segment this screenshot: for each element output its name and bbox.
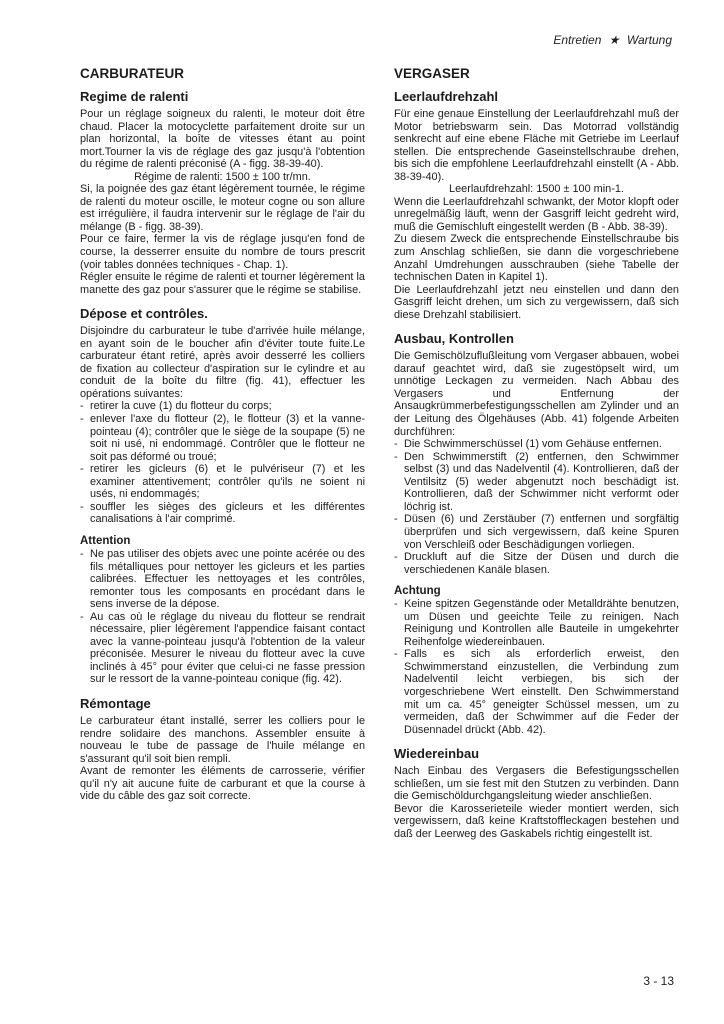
list-item: - Falls es sich als erforderlich erweist, den Schwimmerstand einzustellen, die Verbindung zum Nadelventil leicht verbiegen, bis sich der vorgeschriebene Wert einstellt. Den Schwimmerstand mit um ca. 45° geneigter Schüssel messen, um zu vermeiden, daß der Schwimmer auf die Feder der Düsennadel drückt (Abb. 42).: [394, 648, 679, 736]
french-removal-list: [80, 400, 365, 525]
french-idle-para-3: Si, la poignée des gaz étant légèrement tournée, le régime de ralenti du moteur oscille, le moteur cogne ou son allure est irrégulière, il faudra intervenir sur le réglage de l'air du mélange (B - figg. 38-39).: [80, 183, 365, 233]
list-item: - Keine spitzen Gegenstände oder Metalldrähte benutzen, um Düsen und geeichte Teile zu reinigen. Nach Reinigung und Kontrollen alle Bauteile in umgekehrter Reihenfolge wiedereinbauen.: [394, 598, 679, 648]
german-removal-heading: Ausbau, Kontrollen: [394, 331, 514, 347]
page-number: 3 - 13: [643, 974, 674, 988]
french-title: CARBURATEUR: [80, 66, 184, 81]
german-reassembly-para-2: Bevor die Karosserieteile wieder montiert werden, sich vergewissern, daß keine Kraftstoffleckagen bestehen und daß der Leerweg des Gaskabels richtig eingestellt ist.: [394, 802, 679, 840]
german-idle-spec: Leerlaufdrehzahl: 1500 ± 100 min-1.: [449, 183, 624, 196]
list-item: - retirer la cuve (1) du flotteur du corps;: [80, 400, 272, 413]
german-removal-list: [394, 438, 679, 576]
french-removal-para: Disjoindre du carburateur le tube d'arrivée huile mélange, en ayant soin de le boucher afin d'éviter toute fuite.Le carburateur étant retiré, après avoir desserré les colliers de fixation au collecteur d'aspiration sur le cylindre et au conduit de la boîte du filtre (fig. 41), effectuer les opérations suivantes:: [80, 325, 365, 400]
german-title: VERGASER: [394, 66, 470, 81]
french-attention-heading: Attention: [80, 534, 131, 547]
french-reassembly-para-2: Avant de remonter les éléments de carrosserie, vérifier qu'il n'y ait aucune fuite de carburant et que la course à vide du câble des gaz soit correcte.: [80, 765, 365, 803]
german-removal-para: Die Gemischölzuflußleitung vom Vergaser abbauen, wobei darauf geachtet wird, daß sie zugestöpselt wird, um unnötige Leckagen zu vermeiden. Nach Abbau des Vergasers und Entfernung der Ansaugkrümmerbefestigungsschellen am Zylinder und an der Leitung des Ölgehäuses (Abb. 41) folgende Arbeiten durchführen:: [394, 350, 679, 438]
french-idle-para-1: Pour un réglage soigneux du ralenti, le moteur doit être chaud. Placer la motocyclette parfaitement droite sur un plan horizontal, la boîte de vitesses étant au point mort.Tourner la vis de réglage des gaz jusqu'à l'obtention du régime de ralenti préconisé (A - figg. 38-39-40).: [80, 108, 365, 171]
list-item: - Druckluft auf die Sitze der Düsen und durch die verschiedenen Kanäle blasen.: [394, 551, 679, 576]
header-star: ★: [608, 33, 620, 47]
header-french: Entretien: [553, 33, 602, 47]
list-item: - Ne pas utiliser des objets avec une pointe acérée ou des fils métalliques pour nettoyer les gicleurs et les parties calibrées. Effectuer les nettoyages et les contrôles, remonter tous les composants en procédant dans le sens inverse de la dépose.: [80, 547, 365, 611]
list-item: - Au cas où le réglage du niveau du flotteur se rendrait nécessaire, plier légèrement l'appendice faisant contact avec la vanne-pointeau jusqu'à l'obtention de la valeur préconisée. Mesurer le niveau du flotteur avec la cuve inclinés à 45° pour éviter que celui-ci ne fasse pression sur le ressort de la vanne-pointeau conique (fig. 42).: [80, 610, 365, 686]
list-item: - Den Schwimmerstift (2) entfernen, den Schwimmer selbst (3) und das Nadelventil (4). Kontrollieren, daß der Ventilsitz (5) weder abgenutzt noch beschädigt ist. Kontrollieren, daß der Schwimmer nicht verformt oder löchrig ist.: [394, 450, 679, 513]
french-idle-spec: Régime de ralenti: 1500 ± 100 tr/mn.: [134, 170, 311, 183]
header-german: Wartung: [626, 33, 672, 47]
german-idle-para-4: Zu diesem Zweck die entsprechende Einstellschraube bis zum Anschlag schließen, sie dann die vorgeschriebene Anzahl Umdrehungen ausschrauben (siehe Tabelle der technischen Daten in Kapitel 1).: [394, 233, 679, 284]
french-attention-list: [80, 548, 365, 686]
german-reassembly-heading: Wiedereinbau: [394, 746, 480, 762]
german-idle-para-1: Für eine genaue Einstellung der Leerlaufdrehzahl muß der Motor betriebswarm sein. Das Motorrad vollständig senkrecht auf eine ebene Fläche mit Getriebe im Leerlauf stellen. Die entsprechende Gaseinstellschraube drehen, bis sich die empfohlene Leerlaufdrehzahl einstellt (A - Abb. 38-39-40).: [394, 108, 679, 183]
french-reassembly-para-1: Le carburateur étant installé, serrer les colliers pour le rendre solidaire des manchons. Assembler ensuite à nouveau le tube de passage de l'huile mélange en s'assurant qu'il soit bien rempli.: [80, 714, 365, 765]
german-idle-heading: Leerlaufdrehzahl: [394, 89, 499, 104]
french-column: [80, 66, 365, 803]
french-idle-heading: Regime de ralenti: [80, 89, 189, 104]
french-idle-para-5: Régler ensuite le régime de ralenti et tourner légèrement la manette des gaz pour s'assurer que le régime se stabilise.: [80, 271, 365, 296]
list-item: - enlever l'axe du flotteur (2), le flotteur (3) et la vanne-pointeau (4); contrôler que le siège de la soupape (5) ne soit ni usé, ni endommagé. Contrôler que le flotteur ne soit pas déformé ou troué;: [80, 413, 365, 463]
list-item: - Düsen (6) und Zerstäuber (7) entfernen und sorgfältig überprüfen und sich vergewissern, daß keine Spuren von Verschleiß oder Beschädigungen vorliegen.: [394, 513, 679, 551]
german-idle-para-3: Wenn die Leerlaufdrehzahl schwankt, der Motor klopft oder unregelmäßig läuft, wenn der Gasgriff leicht gedreht wird, muß die Gemischluft eingestellt werden (B - Abb. 38-39).: [394, 195, 679, 233]
french-reassembly-heading: Rémontage: [80, 695, 151, 711]
list-item: - souffler les sièges des gicleurs et les différentes canalisations à l'air comprimé.: [80, 500, 365, 526]
list-item: - retirer les gicleurs (6) et le pulvériseur (7) et les examiner attentivement; contrôler qu'ils ne soient ni usés, ni endommagés;: [80, 463, 365, 501]
german-idle-para-5: Die Leerlaufdrehzahl jetzt neu einstellen und dann den Gasgriff leicht drehen, um sich zu vergewissern, daß sich diese Drehzahl stabilisiert.: [394, 283, 679, 321]
running-header: [553, 33, 672, 47]
german-attention-heading: Achtung: [394, 585, 441, 598]
list-item: - Die Schwimmerschüssel (1) vom Gehäuse entfernen.: [394, 438, 662, 451]
german-attention-list: [394, 598, 679, 736]
german-column: [394, 66, 679, 840]
french-removal-heading: Dépose et contrôles.: [80, 306, 208, 322]
french-idle-para-4: Pour ce faire, fermer la vis de réglage jusqu'en fond de course, la desserrer ensuite du nombre de tours prescrit (voir tables données techniques - Chap. 1).: [80, 233, 365, 271]
german-reassembly-para-1: Nach Einbau des Vergasers die Befestigungsschellen schließen, um sie fest mit den Stutzen zu verbinden. Dann die Gemischöldurchgangsleitung wieder anschließen.: [394, 765, 679, 803]
